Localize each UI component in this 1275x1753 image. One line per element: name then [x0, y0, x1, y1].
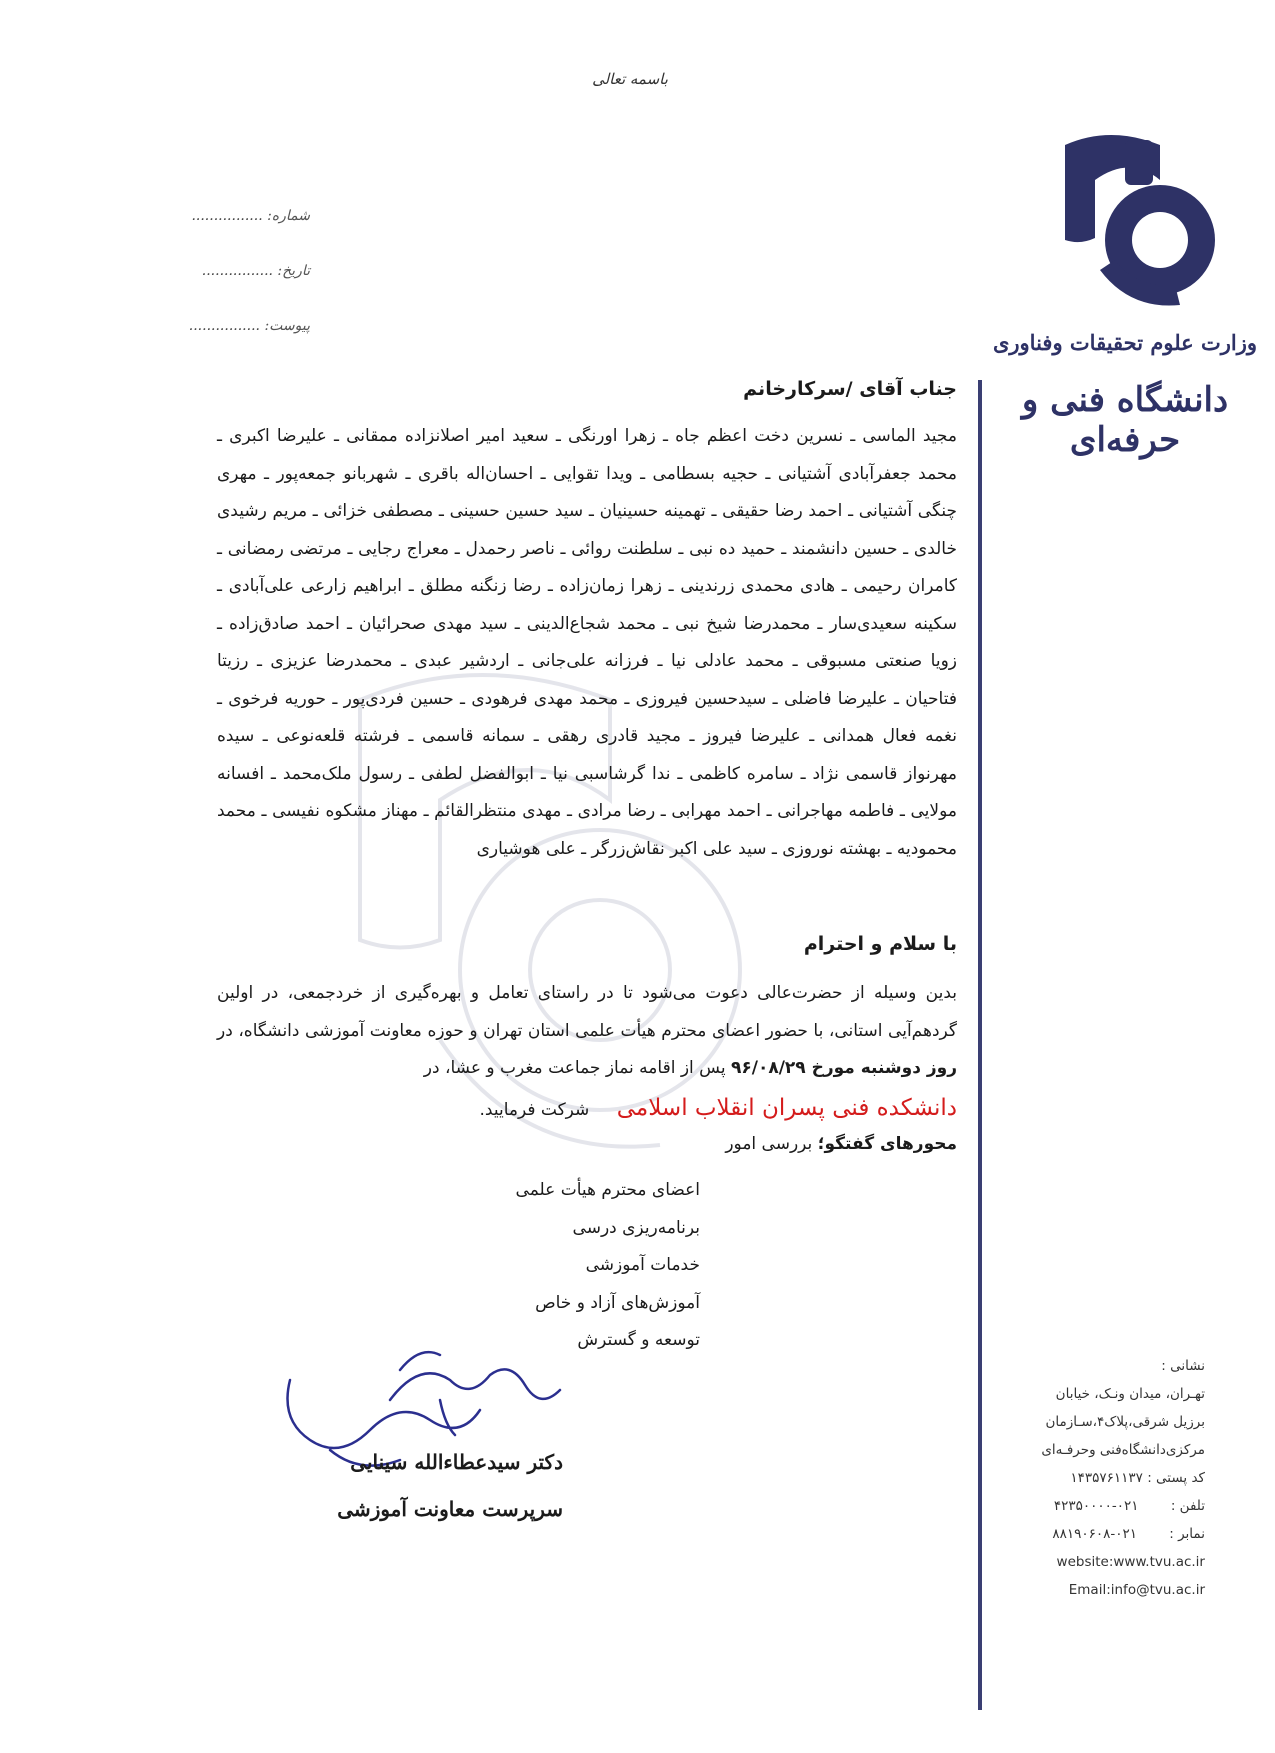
email-link[interactable]: Email:info@tvu.ac.ir	[1068, 1582, 1205, 1598]
letter-attachment-row	[110, 318, 310, 334]
phone-label: تلفن :	[1170, 1498, 1205, 1514]
address-line: برزیل شرقی،پلاک۴،سـازمان	[1045, 1414, 1205, 1430]
list-item: برنامه‌ریزی درسی	[572, 1217, 700, 1238]
university-logo-icon	[1040, 120, 1220, 320]
venue-name: دانشکده فنی پسران انقلاب اسلامی	[616, 1095, 957, 1121]
invitation-text-1: بدین وسیله از حضرت‌عالی دعوت می‌شود تا در راستای تعامل و بهره‌گیری از خردجمعی، در اولین گردهم‌آیی استانی، با حضور اعضای محترم هیأت علمی استان تهران و حوزه معاونت آموزشی دانشگاه، در	[217, 983, 957, 1041]
postal-code-row	[1010, 1464, 1205, 1492]
list-item: توسعه و گسترش	[577, 1330, 700, 1350]
topics-list	[516, 1172, 700, 1360]
address-block	[1010, 1352, 1205, 1604]
address-line: مرکزی‌دانشگاه‌فنی وحرفـه‌ای	[1041, 1442, 1205, 1458]
letter-date-row	[110, 263, 310, 279]
bismillah-heading: باسمه تعالی	[592, 70, 668, 88]
letter-attachment-label: پیوست:	[264, 318, 310, 334]
phone-row	[1010, 1492, 1205, 1520]
invitation-paragraph	[217, 975, 957, 1088]
letter-number-row	[110, 208, 310, 224]
meeting-date: روز دوشنبه مورخ ۹۶/۰۸/۲۹	[730, 1058, 957, 1078]
website-link[interactable]: website:www.tvu.ac.ir	[1056, 1554, 1205, 1570]
letter-number-label: شماره:	[267, 208, 310, 224]
list-item: اعضای محترم هیأت علمی	[515, 1180, 700, 1200]
recipient-names: مجید الماسی ـ نسرین دخت اعظم جاه ـ زهرا اورنگی ـ سعید امیر اصلانزاده ممقانی ـ علیرضا اکبری ـ محمد جعفرآبادی آشتیانی ـ حجیه بسطامی ـ ویدا تقوایی ـ احسان‌اله باقری ـ شهربانو جمعه‌پور ـ مهری چنگی آشتیانی ـ احمد رضا حقیقی ـ تهمینه حسینیان ـ سید حسین حسینی ـ مصطفی خزائی ـ مریم رشیدی خالدی ـ حسین دانشمند ـ حمید ده نبی ـ سلطنت روائی ـ ناصر رحمدل ـ معراج رجایی ـ مرتضی رمضانی ـ کامران رحیمی ـ هادی محمدی زرندینی ـ زهرا زمان‌زاده ـ رضا زنگنه مطلق ـ ابراهیم زارعی علی‌آبادی ـ سکینه سعیدی‌سار ـ محمدرضا شیخ نبی ـ محمد شجاع‌الدینی ـ سید مهدی صحرائیان ـ احمد صادق‌زاده ـ زویا صنعتی مسبوقی ـ محمد عادلی نیا ـ فرزانه علی‌جانی ـ اردشیر عبدی ـ محمدرضا عزیزی ـ رزیتا فتاحیان ـ علیرضا فاضلی ـ سیدحسین فیروزی ـ محمد مهدی فرهودی ـ حسین فردی‌پور ـ حوریه فرخوی ـ نغمه فعال همدانی ـ علیرضا فیروز ـ مجید قادری رهقی ـ سمانه قاسمی ـ فرشته قلعه‌نوعی ـ سیده مهرنواز قاسمی نژاد ـ سامره کاظمی ـ ندا گرشاسبی نیا ـ ابوالفضل لطفی ـ رسول ملک‌محمد ـ افسانه مولایی ـ فاطمه مهاجرانی ـ احمد مهرابی ـ رضا مرادی ـ مهدی منتظرالقائم ـ مهناز مشکوه نفیسی ـ محمد محمودیه ـ بهشته نوروزی ـ سید علی اکبر نقاش‌زرگر ـ علی هوشیاری	[217, 426, 957, 859]
address-label: نشانی :	[1161, 1358, 1205, 1374]
signatory-name: دکتر سیدعطاءالله سینایی	[350, 1450, 563, 1474]
invitation-text-2: پس از اقامه نماز جماعت مغرب و عشا، در	[423, 1058, 726, 1078]
postal-code-label: کد پستی :	[1147, 1470, 1205, 1486]
fax-row	[1010, 1520, 1205, 1548]
signatory-title: سرپرست معاونت آموزشی	[337, 1497, 563, 1521]
topics-heading	[725, 1134, 957, 1154]
phone-number: ۰۲۱-۴۲۳۵۰۰۰۰	[1053, 1498, 1139, 1514]
letter-attachment-dots: ................	[188, 318, 260, 334]
margin-divider	[978, 380, 982, 1710]
university-name: دانشگاه فنی و حرفه‌ای	[1021, 380, 1229, 460]
list-item: آموزش‌های آزاد و خاص	[535, 1292, 700, 1313]
salutation: جناب آقای /سرکارخانم	[743, 378, 957, 400]
topics-intro: بررسی امور	[725, 1134, 813, 1154]
letter-number-dots: ................	[191, 208, 263, 224]
ministry-name: وزارت علوم تحقیقات وفناوری	[992, 330, 1258, 355]
fax-label: نمابر :	[1169, 1526, 1205, 1542]
topics-label: محورهای گفتگو؛	[817, 1134, 957, 1154]
postal-code: ۱۴۳۵۷۶۱۱۳۷	[1070, 1470, 1143, 1486]
list-item: خدمات آموزشی	[585, 1255, 700, 1275]
fax-number: ۰۲۱-۸۸۱۹۰۶۰۸	[1052, 1526, 1137, 1542]
letter-date-dots: ................	[201, 263, 273, 279]
invitation-end: شرکت فرمایید.	[479, 1100, 590, 1120]
letter-date-label: تاریخ:	[277, 263, 310, 279]
address-line: تهـران، میدان ونـک، خیابان	[1055, 1386, 1205, 1402]
greeting: با سلام و احترام	[803, 933, 957, 955]
venue-line	[217, 1090, 957, 1130]
